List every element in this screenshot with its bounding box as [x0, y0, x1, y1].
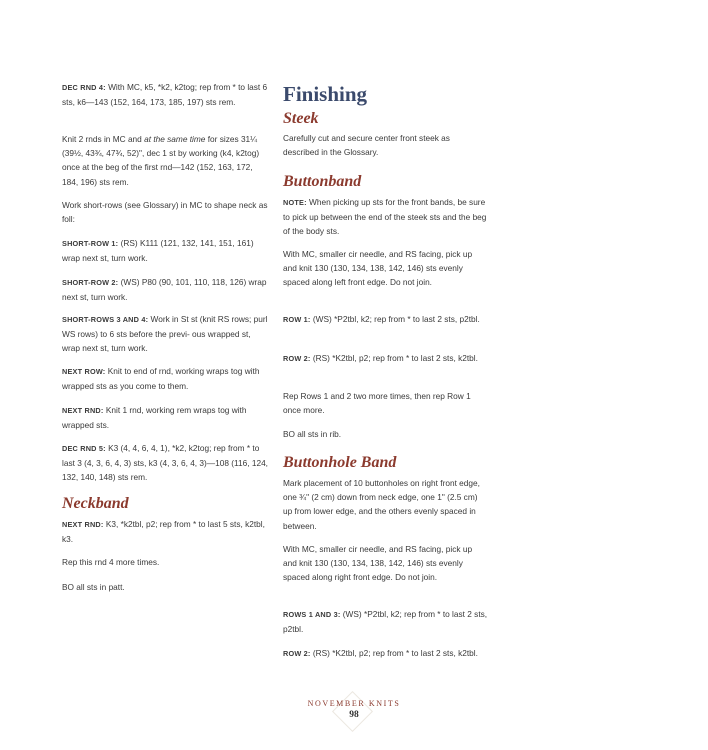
buttonband-heading: Buttonband — [283, 173, 362, 190]
next-rnd-instruction — [62, 403, 268, 432]
buttonhole-band-heading: Buttonhole Band — [283, 454, 397, 471]
instruction-label: SHORT-ROW 2: — [62, 278, 119, 287]
instruction-label: NEXT RND: — [62, 406, 104, 415]
bind-off-instruction: BO all sts in patt. — [62, 582, 125, 592]
buttonband-bind-off: BO all sts in rib. — [283, 429, 342, 439]
dec-rnd-5-instruction — [62, 441, 268, 485]
instruction-text: Knit to end of rnd, working wraps tog with wrapped sts as you come to them. — [62, 366, 260, 392]
instruction-text: (WS) *P2tbl, k2; rep from * to last 2 sts, p2tbl. — [283, 609, 488, 635]
dec-rnd-4-instruction — [62, 80, 268, 109]
short-row-1-instruction — [62, 236, 268, 265]
finishing-heading: Finishing — [283, 82, 368, 106]
short-rows-intro: Work short-rows (see Glossary) in MC to shape neck as foll: — [62, 200, 268, 225]
neckband-heading: Neckband — [62, 495, 129, 512]
instruction-label: ROWS 1 AND 3: — [283, 610, 341, 619]
buttonhole-placement-instruction: Mark placement of 10 buttonholes on right front edge, one ¾" (2 cm) down from neck edge, one 1" (2.5 cm) up from lower edge, and the others evenly spaced in between. — [283, 478, 480, 531]
buttonband-row-1-instruction — [283, 312, 488, 327]
buttonband-rep-instruction: Rep Rows 1 and 2 two more times, then rep Row 1 once more. — [283, 391, 471, 416]
short-row-2-instruction — [62, 275, 268, 304]
short-rows-3-4-instruction — [62, 312, 268, 356]
next-row-instruction — [62, 364, 268, 393]
instruction-text: When picking up sts for the front bands, be sure to pick up between the end of the steek sts and the beg of the body sts. — [283, 197, 487, 237]
instruction-text: (WS) *P2tbl, k2; rep from * to last 2 sts, p2tbl. — [310, 314, 480, 324]
buttonband-row-2-instruction — [283, 351, 488, 366]
emphasis-text: at the same time — [144, 134, 206, 144]
rep-rnd-instruction: Rep this rnd 4 more times. — [62, 557, 160, 567]
instruction-text: Knit 2 rnds in MC and — [62, 134, 145, 144]
instruction-label: NEXT ROW: — [62, 367, 106, 376]
buttonhole-row-2-instruction — [283, 646, 488, 661]
buttonhole-pickup-instruction: With MC, smaller cir needle, and RS facing, pick up and knit 130 (130, 134, 138, 142, 146) sts evenly spaced along right front edge. Do not join. — [283, 544, 473, 583]
footer-page-number: 98 — [349, 710, 359, 720]
steek-heading: Steek — [283, 110, 319, 127]
instruction-text: With MC, k5, *k2, k2tog; rep from * to last 6 sts, k6—143 (152, 164, 173, 185, 197) sts rem. — [62, 82, 268, 108]
instruction-text: Knit 1 rnd, working rem wraps tog with wrapped sts. — [62, 405, 247, 431]
instruction-text: K3 (4, 4, 6, 4, 1), *k2, k2tog; rep from * to last 3 (4, 3, 6, 4, 3) sts, k3 (4, 3, 6, 4, 3)—108 (116, 124, 132, 140, 148) sts rem. — [62, 443, 268, 483]
buttonband-pickup-instruction: With MC, smaller cir needle, and RS facing, pick up and knit 130 (130, 134, 138, 142, 146) sts evenly spaced along left front edge. Do not join. — [283, 249, 473, 288]
instruction-label: ROW 1: — [283, 315, 311, 324]
instruction-text: Work in St st (knit RS rows; purl WS rows) to 6 sts before the previ- ous wrapped st, wrap next st, turn work. — [62, 314, 268, 354]
instruction-text: (WS) P80 (90, 101, 110, 118, 126) wrap next st, turn work. — [62, 277, 267, 303]
footer-book-title: NOVEMBER KNITS — [307, 699, 401, 708]
instruction-label: SHORT-ROW 1: — [62, 239, 119, 248]
instruction-text: for sizes 31¼ (39½, 43¾, 47¾, 52)", dec 1 st by working (k4, k2tog) once at the beg of the first rnd—142 (152, 163, 172, 184, 196) sts rem. — [62, 134, 260, 187]
buttonband-note — [283, 195, 488, 239]
knit-2-rnds-instruction — [62, 132, 268, 189]
instruction-label: NEXT RND: — [62, 520, 104, 529]
instruction-label: DEC RND 5: — [62, 444, 106, 453]
instruction-text: (RS) *K2tbl, p2; rep from * to last 2 sts, k2tbl. — [310, 353, 478, 363]
neckband-next-rnd-instruction — [62, 517, 268, 546]
instruction-label: NOTE: — [283, 198, 307, 207]
instruction-label: ROW 2: — [283, 649, 311, 658]
instruction-label: DEC RND 4: — [62, 83, 106, 92]
instruction-label: SHORT-ROWS 3 AND 4: — [62, 315, 149, 324]
steek-instruction: Carefully cut and secure center front steek as described in the Glossary. — [283, 133, 450, 158]
instruction-text: K3, *k2tbl, p2; rep from * to last 5 sts, k2tbl, k3. — [62, 519, 265, 545]
instruction-text: (RS) *K2tbl, p2; rep from * to last 2 sts, k2tbl. — [310, 648, 478, 658]
buttonhole-rows-1-3-instruction — [283, 607, 488, 636]
instruction-text: (RS) K111 (121, 132, 141, 151, 161) wrap next st, turn work. — [62, 238, 254, 264]
instruction-label: ROW 2: — [283, 354, 311, 363]
